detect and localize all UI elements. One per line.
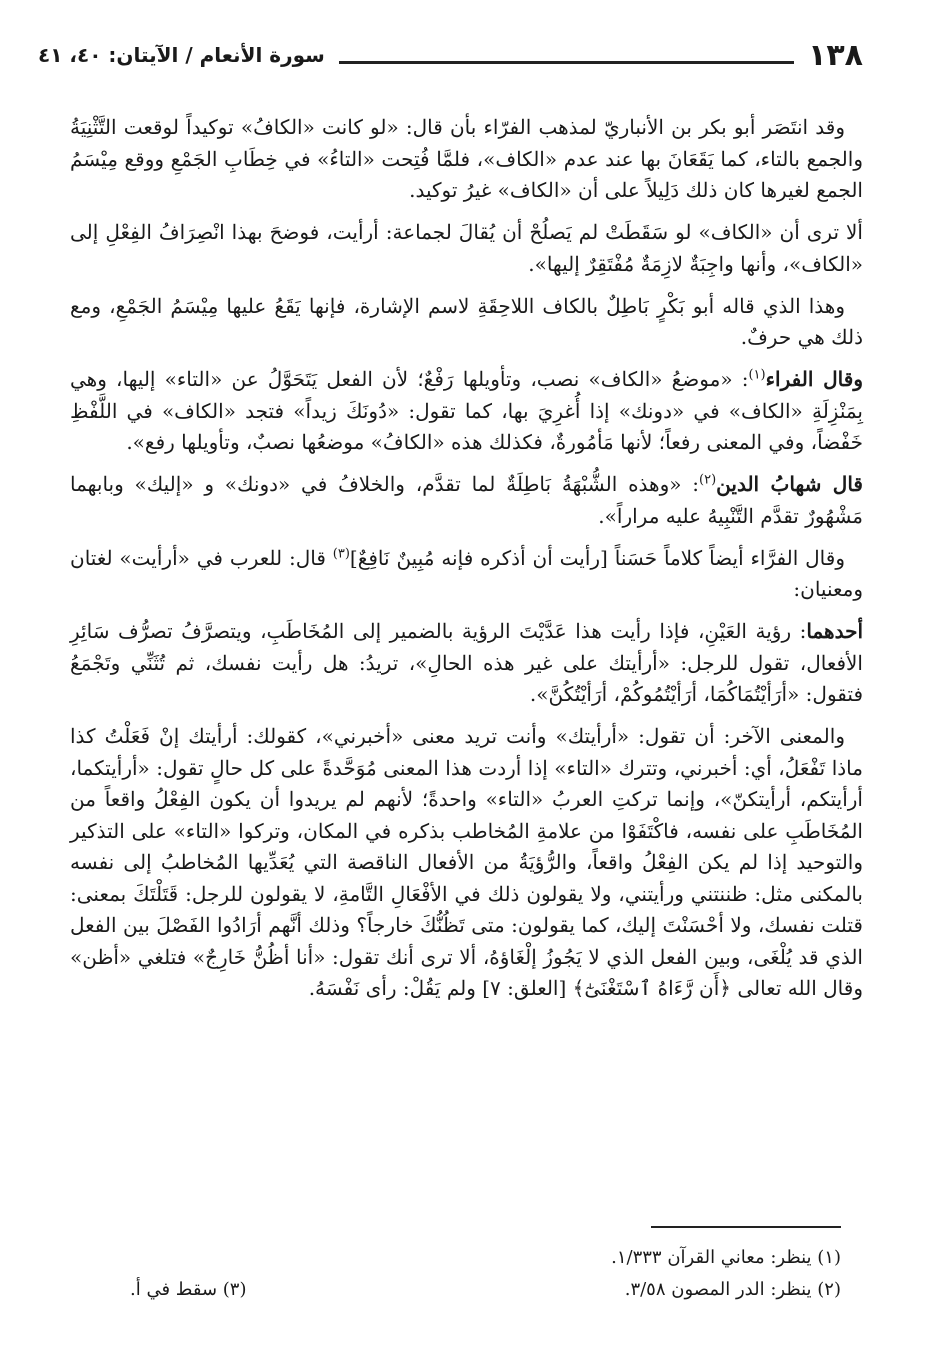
footnote-ref-2[interactable]: (٢): [699, 472, 717, 488]
paragraph-farra-quote: [70, 364, 863, 459]
footnote-ref-1[interactable]: (١): [748, 367, 766, 383]
paragraph-body: : «وهذه الشُّبْهَةُ بَاطِلَةٌ لما تقدَّم، والخلافُ في «دونك» و «إليك» وبابهما مَشْهُورٌ تقدَّم التَّنْبِيهُ عليه مراراً».: [70, 472, 863, 528]
footnote-row: [70, 1274, 841, 1306]
paragraph-first-meaning: [70, 616, 863, 711]
paragraph-lead: وقال الفراء: [765, 367, 863, 391]
paragraph-refutation: وهذا الذي قاله أبو بَكْرٍ بَاطِلٌ بالكاف اللاحِقَةِ لاسم الإشارة، فإنها يَقَعُ عليها مِيْسَمُ الجَمْعِ، ومع ذلك هي حرفٌ.: [70, 293, 863, 349]
paragraph-body: : «موضعُ «الكاف» نصب، وتأويلها رَفْعٌ؛ لأن الفعل يَتَحَوَّلُ عن «التاء» إليها، وهي بِمَنْزِلَةِ «الكاف» في «دونك» إذا أُغرِيَ بها، كما تقول: «دُونَكَ زيداً» فتجد «الكاف» في اللَّفْظِ خَفْضاً، وفي المعنى رفعاً؛ لأنها مَأمُورةٌ، فكذلك هذه «الكافُ» موضعُها نصبٌ، وتأويلها رفع».: [70, 367, 863, 454]
footnote-2: (٢) ينظر: الدر المصون ٣/٥٨.: [624, 1279, 841, 1300]
footnote-ref-3[interactable]: (٣): [332, 545, 350, 561]
paragraph-body: قال: للعرب في «أرأيت» لغتان ومعنيان:: [70, 545, 863, 601]
page-number: ١٣٨: [808, 37, 863, 73]
footnote-separator: [651, 1226, 841, 1228]
paragraph-lead: قال شهابُ الدين: [716, 472, 863, 496]
paragraph-body: : رؤية العَيْنِ، فإذا رأيت هذا عَدَّيْتَ الرؤية بالضمير إلى المُخَاطَبِ، ويتصرَّفُ تصرُّف سَائِرِ الأفعال، تقول للرجل: «أرأيتك على غير هذه الحالِ»، تريدُ: هل رأيت نفسك، ثم تُثَنِّي وتَجْمَعُ فتقول: «أرَأيْتُمَاكُمَا، أرَأيْتُمُوكُمْ، أرَأيْتُكُنَّ».: [70, 619, 863, 706]
running-title: سورة الأنعام / الآيتان: ٤٠، ٤١: [38, 43, 325, 67]
paragraph-second-meaning: والمعنى الآخر: أن تقول: «أرأيتك» وأنت تريد معنى «أخبرني»، كقولك: أرأيتك إنْ فَعَلْتُ كذا ماذا تَفْعَلُ، أي: أخبرني، وتترك «التاء» إذا أردت هذا المعنى مُوَحَّدةً على كل حالٍ تقول: «أرأيتكما، أرأيتكم، أرأيتكنّ»، وإنما تركتِ العربُ «التاء» واحدةً؛ لأنهم لم يريدوا أن يكون الفِعْلُ واقعاً من المُخَاطَبِ على نفسه، فاكْتَفَوْا من علامةِ المُخاطب بذكره في المكان، وتركوا «التاء» على التذكير والتوحيد إذا لم يكن الفِعْلُ واقعاً، والرُّؤيَةُ من الأفعال الناقصة التي يُعَدِّيها المُخاطبُ إلى نفسه بالمكنى مثل: ظننتني ورأيتني، ولا يقولون ذلك في الأفْعَالِ التَّامةِ، لا يقولون للرجل: قَتَلْتَكَ بمعنى: قتلت نفسك، ولا أحْسَنْتَ إليك، كما يقولون: متى تَظُنُّكَ خارجاً؟ وذلك أنَّهم أرَادُوا الفَصْلَ بين الفعل الذي قد يُلْغَى، وبين الفعل الذي لا يَجُوزُ إلْغَاؤهُ، ألا ترى أنك تقول: «أنا أظُنُّ خَارِجٌ» فتلغي «أظن» وقال الله تعالى ﴿أَن رَّءَاهُ ٱسْتَغْنَىٰٓ﴾ [العلق: ٧] ولم يَقُلْ: رأى نَفْسَهُ.: [70, 724, 863, 1000]
paragraph-farra-two-meanings: [70, 543, 863, 606]
footnote-row: [70, 1242, 841, 1274]
footnotes: [70, 1242, 841, 1306]
footnote-1: (١) ينظر: معاني القرآن ١/٣٣٣.: [611, 1247, 841, 1268]
paragraph-body: وقال الفرَّاء أيضاً كلاماً حَسَناً [رأيت أن أذكره فإنه مُبِينٌ نَافِعٌ]: [349, 545, 845, 570]
page-header: [38, 30, 863, 80]
header-rule: [339, 61, 794, 64]
paragraph-shihab-quote: [70, 469, 863, 532]
paragraph-kaf-argument: ألا ترى أن «الكاف» لو سَقَطَتْ لم يَصلُحْ أن يُقالَ لجماعة: أرأيت، فوضحَ بهذا انْصِرَافُ الفِعْلِ إلى «الكاف»، وأنها واجِبَةٌ لازِمَةٌ مُفْتَقِرٌ إليها».: [70, 220, 863, 276]
paragraph-anbari: وقد انتَصَر أبو بكر بن الأنباريّ لمذهب الفرّاء بأن قال: «لو كانت «الكافُ» توكيداً لوقعت التَّثْنِيَةُ والجمع بالتاء، كما يَقَعَانَ بها عند عدم «الكاف»، فلمَّا فُتِحت «التاءُ» في خِطَابِ الجَمْعِ ووقع مِيْسَمُ الجمع لغيرها كان ذلك دَلِيلاً على أن «الكاف» غيرُ توكيد.: [70, 115, 863, 202]
paragraph-lead: أحدهما: [806, 619, 863, 643]
main-text: [70, 112, 863, 1015]
footnote-3: (٣) سقط في أ.: [130, 1279, 247, 1300]
